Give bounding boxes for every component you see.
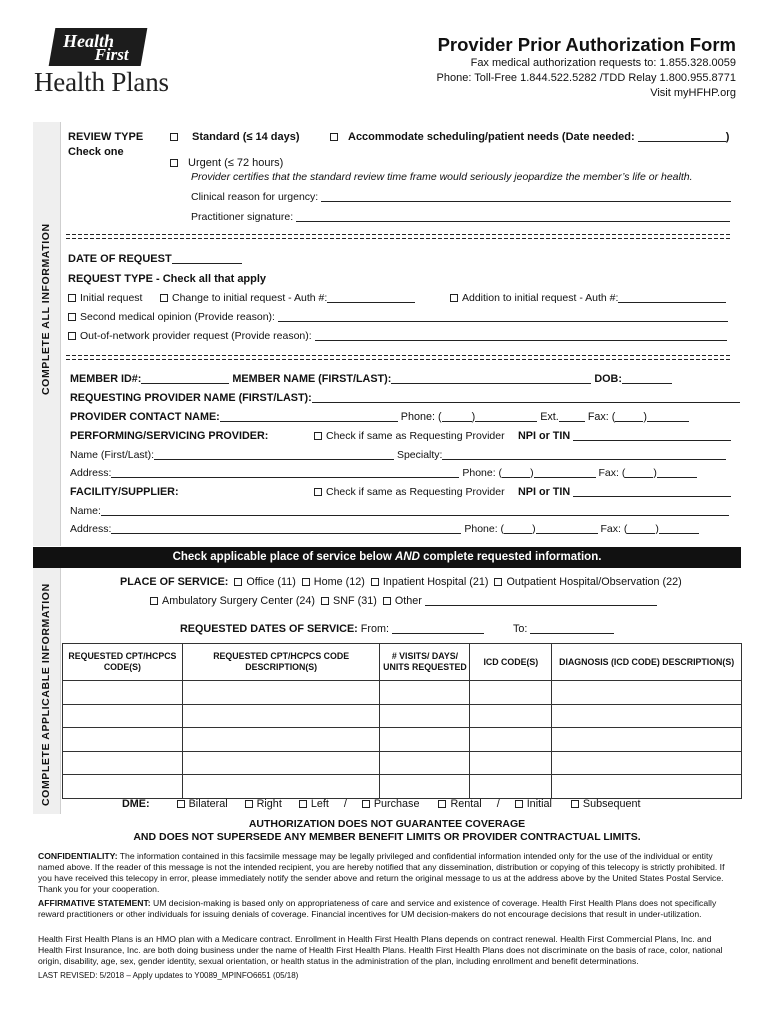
performing-npi-row <box>518 430 731 442</box>
contact-phone-label: Phone: ( <box>400 411 442 423</box>
clinical-reason-label: Clinical reason for urgency: <box>191 191 319 203</box>
urgent-checkbox[interactable] <box>170 159 178 167</box>
banner-text-and: AND <box>395 551 420 563</box>
pos-home-label: Home (12) <box>313 576 365 588</box>
header-phone: Phone: Toll-Free 1.844.522.5282 /TDD Relay 1.800.955.8771 <box>436 72 736 84</box>
request-type-label: REQUEST TYPE - Check all that apply <box>68 273 267 285</box>
facility-phone-label: Phone: ( <box>464 523 505 535</box>
urgent-note: Provider certifies that the standard review time frame would seriously jeopardize the member’s life or health. <box>191 171 693 183</box>
header-fax: Fax medical authorization requests to: 1.855.328.0059 <box>470 57 736 69</box>
facility-supplier-label: FACILITY/SUPPLIER: <box>70 486 179 498</box>
urgent-label: Urgent (≤ 72 hours) <box>188 157 284 169</box>
table-row <box>63 681 742 705</box>
logo-badge-line1: Health <box>62 31 114 51</box>
change-request-label: Change to initial request - Auth #: <box>172 292 328 304</box>
performing-address-label: Address: <box>70 467 112 479</box>
affirmative-label: AFFIRMATIVE STATEMENT: <box>38 898 151 908</box>
date-from-label: From: <box>360 623 389 635</box>
pos-other-field[interactable] <box>425 596 657 606</box>
performing-fax-area[interactable] <box>625 468 653 478</box>
pos-other-checkbox[interactable] <box>383 597 391 605</box>
provider-contact-row: PROVIDER CONTACT NAME: Phone: ( ) Ext. Fax: ( ) <box>70 411 689 423</box>
logo-health-plans: Health Plans <box>34 67 169 97</box>
contact-ext-label: Ext. <box>540 411 559 423</box>
contact-phone-area[interactable] <box>442 412 472 422</box>
table-cell[interactable] <box>63 728 183 752</box>
table-row <box>63 751 742 775</box>
table-cell[interactable] <box>470 751 552 775</box>
dme-slash-2: / <box>496 798 500 810</box>
confidentiality-statement <box>38 851 738 895</box>
dme-label: DME: <box>122 798 150 810</box>
dme-initial-label: Initial <box>526 798 552 810</box>
date-of-request-field[interactable] <box>172 254 242 264</box>
date-of-request-row <box>68 253 242 265</box>
accommodate-label: Accommodate scheduling/patient needs (Date needed: <box>348 131 635 143</box>
facility-same-option[interactable] <box>314 486 505 498</box>
contact-fax-area[interactable] <box>615 412 643 422</box>
accommodate-option[interactable] <box>330 131 729 143</box>
performing-phone-label: Phone: ( <box>462 467 503 479</box>
col-cpt-description: REQUESTED CPT/HCPCS CODE DESCRIPTION(S) <box>182 644 380 681</box>
out-of-network-checkbox[interactable] <box>68 332 76 340</box>
pos-asc-label: Ambulatory Surgery Center (24) <box>162 595 316 607</box>
pos-asc-checkbox[interactable] <box>150 597 158 605</box>
pos-outpatient-option[interactable] <box>494 576 681 588</box>
performing-same-label: Check if same as Requesting Provider <box>326 430 505 442</box>
date-to-field[interactable] <box>530 624 614 634</box>
place-of-service-label: PLACE OF SERVICE: <box>120 576 229 588</box>
facility-npi-label: NPI or TIN <box>518 486 571 498</box>
facility-address-label: Address: <box>70 523 112 535</box>
table-cell[interactable] <box>552 775 742 799</box>
performing-name-field[interactable] <box>154 450 394 460</box>
service-codes-table <box>62 643 742 799</box>
pos-office-option[interactable] <box>234 576 295 588</box>
table-cell[interactable] <box>182 751 380 775</box>
pos-snf-checkbox[interactable] <box>321 597 329 605</box>
dme-left-checkbox[interactable] <box>299 800 307 808</box>
date-of-request-label: DATE OF REQUEST <box>68 253 172 265</box>
performing-name-row <box>70 449 726 461</box>
table-cell[interactable] <box>470 681 552 705</box>
member-name-label: MEMBER NAME (FIRST/LAST): <box>232 373 392 385</box>
addition-request-option[interactable] <box>450 292 726 304</box>
performing-same-checkbox[interactable] <box>314 432 322 440</box>
standard-label: Standard (≤ 14 days) <box>192 131 300 143</box>
facility-npi-field[interactable] <box>573 487 731 497</box>
facility-same-label: Check if same as Requesting Provider <box>326 486 505 498</box>
table-cell[interactable] <box>380 775 470 799</box>
banner-text-2: complete requested information. <box>419 551 602 563</box>
side-label-complete-all: COMPLETE ALL INFORMATION <box>40 223 52 395</box>
dme-purchase-option[interactable] <box>362 798 420 810</box>
disclaimer-line2: AND DOES NOT SUPERSEDE ANY MEMBER BENEFIT LIMITS OR PROVIDER CONTRACTUAL LIMITS. <box>133 831 641 843</box>
table-cell[interactable] <box>552 681 742 705</box>
health-first-logo-badge <box>49 28 148 66</box>
pos-outpatient-label: Outpatient Hospital/Observation (22) <box>506 576 682 588</box>
date-from-field[interactable] <box>392 624 484 634</box>
dme-bilateral-option[interactable] <box>177 798 228 810</box>
performing-npi-label: NPI or TIN <box>518 430 571 442</box>
separator-1 <box>66 233 732 240</box>
table-cell[interactable] <box>63 751 183 775</box>
performing-phone-field[interactable] <box>534 468 596 478</box>
performing-fax-label: Fax: ( <box>598 467 626 479</box>
dme-purchase-label: Purchase <box>373 798 420 810</box>
facility-phone-field[interactable] <box>536 524 598 534</box>
contact-fax-field[interactable] <box>647 412 689 422</box>
dme-initial-option[interactable] <box>515 798 552 810</box>
place-of-service-row2 <box>150 595 657 607</box>
performing-address-row: Address: Phone: ( ) Fax: ( ) <box>70 467 697 479</box>
review-type-sublabel: Check one <box>68 146 124 158</box>
dob-label: DOB: <box>594 373 622 385</box>
confidentiality-label: CONFIDENTIALITY: <box>38 851 118 861</box>
performing-address-field[interactable] <box>111 468 459 478</box>
place-of-service-row1 <box>120 576 682 588</box>
performing-phone-area[interactable] <box>502 468 530 478</box>
dme-left-option[interactable] <box>299 798 329 810</box>
confidentiality-text: The information contained in this facsimile message may be legally privileged and confidential information intended only for the use of the individual or entity named above. If the reader of this message is not the intended recipient, you are hereby notified that any dissemination, distribution or copying of this telecopy is strictly prohibited. If you have received this telecopy in error, please immediately notify the sender above and return the original message to us at the address above by the United States Postal Service. Thank you for your cooperation. <box>38 851 725 894</box>
col-cpt-codes: REQUESTED CPT/HCPCS CODE(S) <box>63 644 183 681</box>
dme-right-label: Right <box>256 798 282 810</box>
dme-rental-option[interactable] <box>438 798 481 810</box>
pos-office-label: Office (11) <box>246 576 296 588</box>
standard-option[interactable] <box>170 131 300 143</box>
table-cell[interactable] <box>380 751 470 775</box>
dme-rental-label: Rental <box>450 798 482 810</box>
logo-badge-line2: First <box>94 45 129 64</box>
initial-request-checkbox[interactable] <box>68 294 76 302</box>
pos-home-checkbox[interactable] <box>302 578 310 586</box>
review-type-label: REVIEW TYPE <box>68 131 144 143</box>
requesting-provider-field[interactable] <box>312 393 740 403</box>
col-diagnosis-description: DIAGNOSIS (ICD CODE) DESCRIPTION(S) <box>552 644 742 681</box>
performing-same-option[interactable] <box>314 430 505 442</box>
dme-initial-checkbox[interactable] <box>515 800 523 808</box>
facility-fax-label: Fax: ( <box>600 523 628 535</box>
addition-request-label: Addition to initial request - Auth #: <box>462 292 619 304</box>
addition-request-checkbox[interactable] <box>450 294 458 302</box>
pos-other-option[interactable] <box>383 595 422 607</box>
initial-request-label: Initial request <box>80 292 143 304</box>
table-cell[interactable] <box>182 704 380 728</box>
member-id-field[interactable] <box>141 374 229 384</box>
pos-office-checkbox[interactable] <box>234 578 242 586</box>
dme-subsequent-checkbox[interactable] <box>571 800 579 808</box>
pos-inpatient-option[interactable] <box>371 576 489 588</box>
date-to-label: To: <box>512 623 528 635</box>
out-of-network-field[interactable] <box>315 331 727 341</box>
header-visit: Visit myHFHP.org <box>650 87 736 99</box>
table-cell[interactable] <box>63 704 183 728</box>
table-cell[interactable] <box>380 728 470 752</box>
dme-right-option[interactable] <box>245 798 282 810</box>
member-id-label: MEMBER ID#: <box>70 373 142 385</box>
performing-npi-field[interactable] <box>573 431 731 441</box>
member-row <box>70 373 672 385</box>
performing-specialty-label: Specialty: <box>396 449 443 461</box>
dme-right-checkbox[interactable] <box>245 800 253 808</box>
facility-name-row <box>70 505 729 517</box>
table-cell[interactable] <box>182 681 380 705</box>
table-cell[interactable] <box>470 775 552 799</box>
second-opinion-label: Second medical opinion (Provide reason): <box>80 311 275 323</box>
facility-npi-row <box>518 486 731 498</box>
dme-slash-1: / <box>343 798 347 810</box>
banner-text-1: Check applicable place of service below <box>172 551 396 563</box>
side-label-complete-applicable: COMPLETE APPLICABLE INFORMATION <box>40 583 52 806</box>
separator-2 <box>66 354 732 361</box>
dme-purchase-checkbox[interactable] <box>362 800 370 808</box>
performing-name-label: Name (First/Last): <box>70 449 155 461</box>
urgent-option[interactable] <box>170 157 283 169</box>
second-opinion-field[interactable] <box>278 312 728 322</box>
dme-rental-checkbox[interactable] <box>438 800 446 808</box>
affirmative-statement <box>38 898 738 920</box>
pos-inpatient-label: Inpatient Hospital (21) <box>382 576 489 588</box>
clinical-reason-field[interactable] <box>321 192 731 202</box>
accommodate-close: ) <box>725 131 730 143</box>
second-opinion-checkbox[interactable] <box>68 313 76 321</box>
table-cell[interactable] <box>380 704 470 728</box>
contact-phone-field[interactable] <box>475 412 537 422</box>
place-of-service-banner <box>33 547 741 568</box>
facility-name-field[interactable] <box>101 506 729 516</box>
dme-subsequent-label: Subsequent <box>582 798 641 810</box>
table-cell[interactable] <box>182 775 380 799</box>
facility-same-checkbox[interactable] <box>314 488 322 496</box>
table-cell[interactable] <box>470 728 552 752</box>
facility-phone-area[interactable] <box>504 524 532 534</box>
clinical-reason-row <box>191 191 731 203</box>
pos-asc-option[interactable] <box>150 595 315 607</box>
col-icd-codes: ICD CODE(S) <box>470 644 552 681</box>
requesting-provider-label: REQUESTING PROVIDER NAME (FIRST/LAST): <box>70 392 312 404</box>
table-row <box>63 728 742 752</box>
performing-provider-label: PERFORMING/SERVICING PROVIDER: <box>70 430 269 442</box>
facility-address-row: Address: Phone: ( ) Fax: ( ) <box>70 523 699 535</box>
change-request-option[interactable] <box>160 292 415 304</box>
performing-specialty-field[interactable] <box>442 450 726 460</box>
pos-snf-option[interactable] <box>321 595 377 607</box>
table-cell[interactable] <box>182 728 380 752</box>
pos-other-label: Other <box>394 595 422 607</box>
affirmative-text: UM decision-making is based only on appropriateness of care and service and existence of coverage. Health First Health Plans does not specifically reward practitioners or other individuals for issuing denials of coverage. Financial incentives for UM decision-makers do not encourage decisions that result in under-utilization. <box>38 898 717 919</box>
table-cell[interactable] <box>552 704 742 728</box>
dme-left-label: Left <box>310 798 329 810</box>
table-cell[interactable] <box>380 681 470 705</box>
last-revised: LAST REVISED: 5/2018 – Apply updates to Y0089_MPINFO6651 (05/18) <box>38 971 299 980</box>
requested-dates-label: REQUESTED DATES OF SERVICE: <box>180 623 358 635</box>
change-auth-field[interactable] <box>327 293 415 303</box>
table-header-row <box>63 644 742 681</box>
table-cell[interactable] <box>552 751 742 775</box>
practitioner-signature-label: Practitioner signature: <box>191 211 294 223</box>
provider-contact-label: PROVIDER CONTACT NAME: <box>70 411 220 423</box>
table-cell[interactable] <box>470 704 552 728</box>
out-of-network-option[interactable] <box>68 330 727 342</box>
dme-bilateral-checkbox[interactable] <box>177 800 185 808</box>
standard-checkbox[interactable] <box>170 133 178 141</box>
out-of-network-label: Out-of-network provider request (Provide reason): <box>80 330 312 342</box>
requesting-provider-row <box>70 392 740 404</box>
hmo-statement: Health First Health Plans is an HMO plan with a Medicare contract. Enrollment in Health First Health Plans depends on contract renewal. Health First Commercial Plans, Inc. and Health First Insurance, Inc. are both doing business under the name of Health First Health Plans. Health First Health Plans does not discriminate on the basis of race, color, national origin, disability, age, sex, gender identity, sexual orientation, or health status in the administration of the plan, including enrollment and benefit determinations. <box>38 934 723 966</box>
change-request-checkbox[interactable] <box>160 294 168 302</box>
facility-name-label: Name: <box>70 505 101 517</box>
facility-fax-area[interactable] <box>627 524 655 534</box>
accommodate-checkbox[interactable] <box>330 133 338 141</box>
practitioner-signature-field[interactable] <box>296 212 730 222</box>
dme-bilateral-label: Bilateral <box>188 798 228 810</box>
pos-inpatient-checkbox[interactable] <box>371 578 379 586</box>
date-needed-field[interactable] <box>638 132 726 142</box>
dob-field[interactable] <box>622 374 672 384</box>
member-name-field[interactable] <box>391 374 591 384</box>
pos-home-option[interactable] <box>302 576 365 588</box>
facility-address-field[interactable] <box>111 524 461 534</box>
performing-fax-field[interactable] <box>657 468 697 478</box>
contact-fax-label: Fax: ( <box>587 411 616 423</box>
table-cell[interactable] <box>63 681 183 705</box>
table-cell[interactable] <box>552 728 742 752</box>
table-cell[interactable] <box>63 775 183 799</box>
table-row <box>63 704 742 728</box>
form-title: Provider Prior Authorization Form <box>437 34 736 55</box>
facility-fax-field[interactable] <box>659 524 699 534</box>
dme-row <box>122 798 641 810</box>
dme-subsequent-option[interactable] <box>571 798 641 810</box>
practitioner-signature-row <box>191 211 730 223</box>
pos-outpatient-checkbox[interactable] <box>494 578 502 586</box>
requested-dates-row <box>180 623 614 635</box>
addition-auth-field[interactable] <box>618 293 726 303</box>
initial-request-option[interactable] <box>68 292 142 304</box>
provider-contact-field[interactable] <box>220 412 398 422</box>
contact-ext-field[interactable] <box>559 412 585 422</box>
table-row <box>63 775 742 799</box>
second-opinion-option[interactable] <box>68 311 728 323</box>
disclaimer-line1: AUTHORIZATION DOES NOT GUARANTEE COVERAGE <box>248 818 526 830</box>
pos-snf-label: SNF (31) <box>333 595 377 607</box>
col-visits-units: # VISITS/ DAYS/ UNITS REQUESTED <box>380 644 470 681</box>
